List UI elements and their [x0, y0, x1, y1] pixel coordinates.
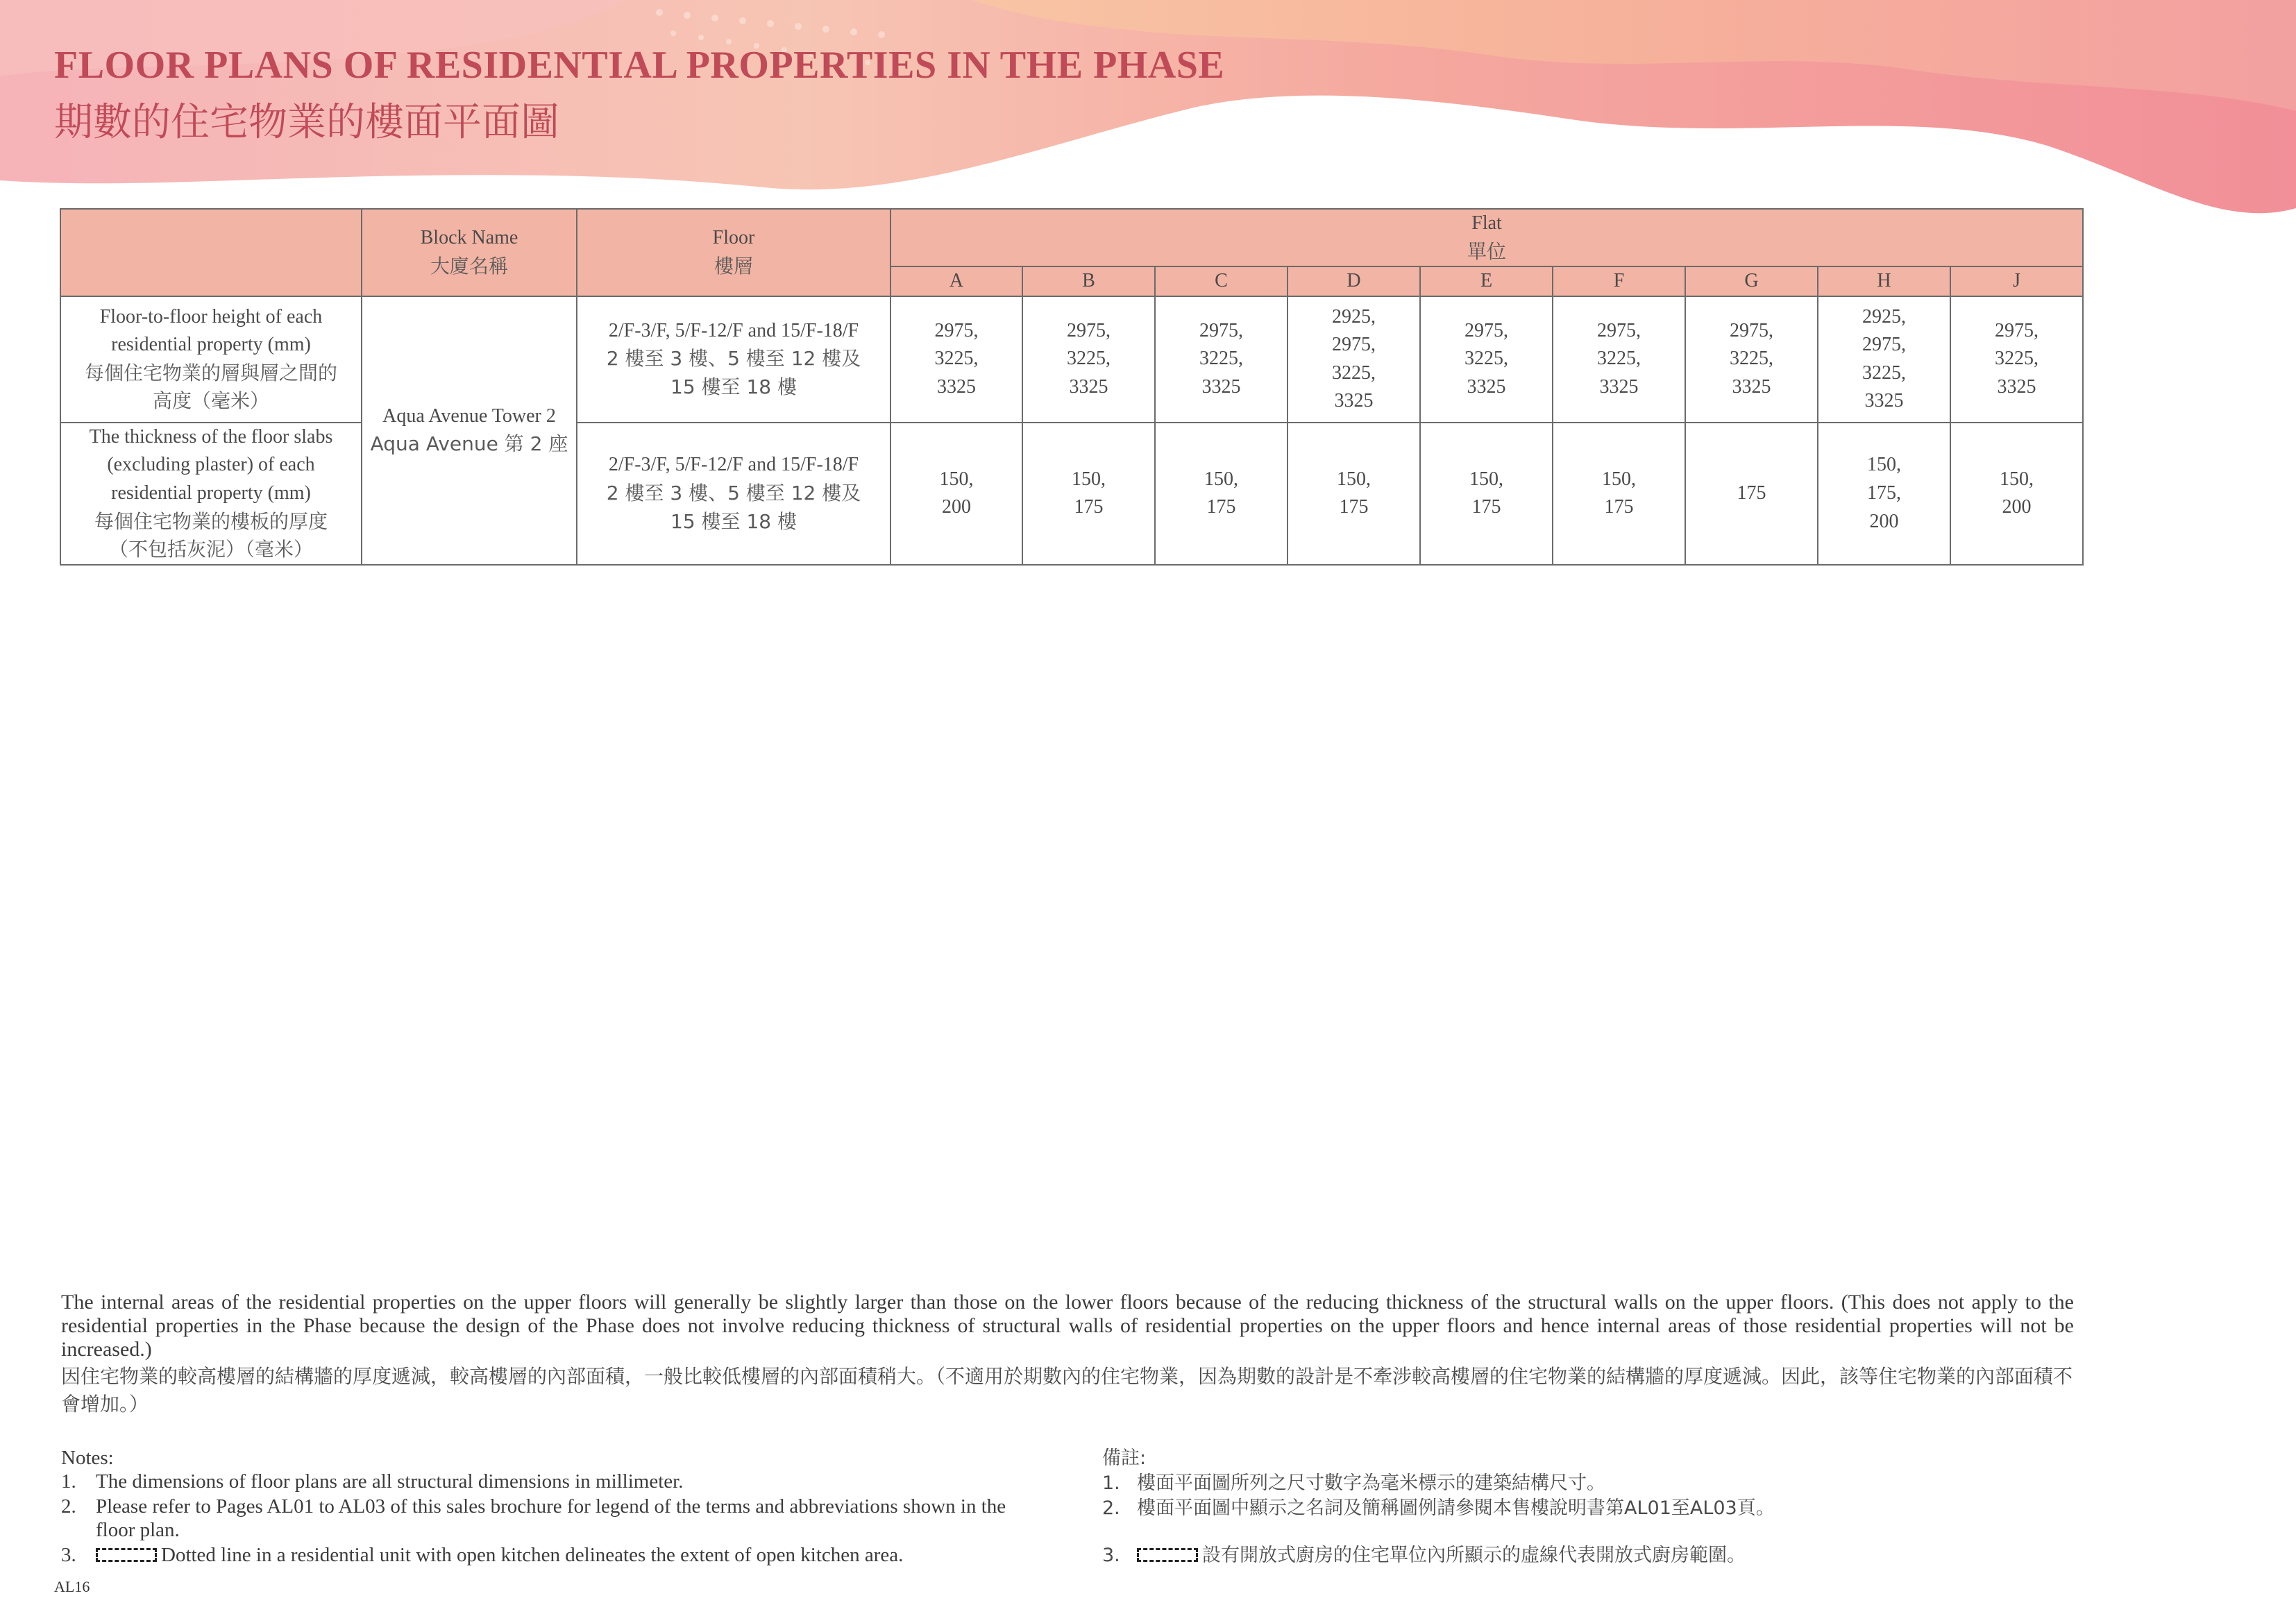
header-floor-zh: 樓層 [714, 254, 753, 278]
header-flat-zh: 單位 [1467, 239, 1507, 263]
row-label-en: Floor-to-floor height of each [99, 305, 323, 328]
value-line: 3325 [1201, 376, 1241, 398]
header-block-name-zh: 大廈名稱 [430, 254, 508, 278]
flat-col-g: G [1685, 266, 1818, 296]
value-line: 175 [1471, 496, 1501, 518]
header-empty-cell [60, 209, 362, 296]
page-title-zh: 期數的住宅物業的樓面平面圖 [54, 100, 559, 145]
value-line: 150, [1469, 468, 1503, 490]
value-line: 2975, [1199, 319, 1243, 341]
floor-range-cell [577, 296, 890, 423]
height-cell-h [1818, 296, 1950, 423]
floor-range-en: 2/F-3/F, 5/F-12/F and 15/F-18/F [608, 454, 859, 476]
note-item [61, 1495, 1047, 1542]
table-row-floor-height [60, 296, 2083, 423]
value-line: 2975, [1597, 319, 1641, 341]
row-label-zh: 每個住宅物業的層與層之間的 [84, 361, 337, 384]
floor-range-zh: 15 樓至 18 樓 [670, 375, 797, 399]
value-line: 3325 [1864, 390, 1904, 412]
note-text: 樓面平面圖所列之尺寸數字為毫米標示的建築結構尺寸。 [1137, 1472, 1605, 1494]
value-line: 3325 [1599, 376, 1639, 398]
height-cell-d [1288, 296, 1420, 423]
value-line: 200 [942, 496, 971, 518]
value-line: 150, [1867, 454, 1901, 476]
flat-col-e: E [1420, 266, 1553, 296]
block-name-zh: Aqua Avenue 第 2 座 [370, 432, 568, 456]
value-line: 3325 [1467, 376, 1506, 398]
header-block-name-en: Block Name [420, 227, 518, 249]
page-code: AL16 [54, 1578, 90, 1595]
row-label-zh: 每個住宅物業的樓板的厚度 [94, 509, 328, 533]
value-line: 150, [1337, 468, 1371, 490]
slab-cell-j [1950, 423, 2083, 565]
value-line: 175 [1074, 496, 1104, 518]
value-line: 3225, [1067, 348, 1111, 370]
row-label-slab-thickness [60, 423, 362, 565]
flat-col-f: F [1553, 266, 1685, 296]
value-line: 3325 [1997, 376, 2036, 398]
flat-col-h: H [1818, 266, 1950, 296]
note-item [1102, 1543, 2074, 1568]
block-name-cell [362, 296, 577, 565]
value-line: 3225, [1199, 348, 1243, 370]
height-cell-c [1155, 296, 1288, 423]
value-line: 2975, [1730, 319, 1773, 341]
slab-cell-g [1685, 423, 1818, 565]
value-line: 2925, [1862, 305, 1906, 328]
value-line: 3225, [1730, 348, 1773, 370]
height-cell-e [1420, 296, 1553, 423]
flat-col-b: B [1022, 266, 1155, 296]
value-line: 3325 [937, 376, 976, 398]
value-line: 3225, [1995, 348, 2039, 370]
notes-heading-en: Notes: [61, 1447, 114, 1469]
header-floor [577, 209, 890, 296]
row-label-en: The thickness of the floor slabs [89, 425, 333, 448]
note-item [61, 1543, 1047, 1567]
flat-col-a: A [890, 266, 1022, 296]
value-line: 3225, [1464, 348, 1508, 370]
note-text: Dotted line in a residential unit with open kitchen delineates the extent of open kitchen area. [161, 1544, 904, 1566]
height-cell-b [1022, 296, 1155, 423]
note-number: 2. [61, 1495, 76, 1518]
floor-range-zh: 2 樓至 3 樓、5 樓至 12 樓及 [606, 347, 861, 371]
value-line: 3225, [1862, 362, 1906, 384]
value-line: 150, [1072, 468, 1106, 490]
note-text: The dimensions of floor plans are all structural dimensions in millimeter. [96, 1470, 684, 1493]
row-label-en: residential property (mm) [111, 334, 311, 356]
value-line: 3225, [1597, 348, 1641, 370]
dotted-line-legend-icon [96, 1548, 157, 1562]
value-line: 200 [1869, 510, 1899, 532]
value-line: 150, [1602, 468, 1636, 490]
value-line: 175, [1867, 482, 1901, 504]
header-block-name [362, 209, 577, 296]
internal-area-paragraph-zh: 因住宅物業的較高樓層的結構牆的厚度遞減，較高樓層的內部面積，一般比較低樓層的內部面積稍大。（不適用於期數內的住宅物業，因為期數的設計是不牽涉較高樓層的住宅物業的結構牆的厚度遞減。因此，該等住宅物業的內部面積不會增加。） [61, 1365, 2073, 1416]
slab-cell-e [1420, 423, 1553, 565]
slab-cell-a [890, 423, 1022, 565]
row-label-zh: （不包括灰泥）（毫米） [108, 538, 313, 561]
row-label-floor-height [60, 296, 362, 423]
height-cell-g [1685, 296, 1818, 423]
note-number: 3. [1102, 1545, 1120, 1566]
value-line: 3225, [934, 348, 979, 370]
note-item [1102, 1471, 2074, 1496]
floor-spec-table [60, 208, 2084, 566]
value-line: 200 [2002, 496, 2032, 518]
floor-range-zh: 15 樓至 18 樓 [670, 509, 797, 533]
note-item [1102, 1496, 2074, 1521]
header-flat [890, 209, 2083, 266]
value-line: 150, [1204, 468, 1238, 490]
height-cell-a [890, 296, 1022, 423]
note-text: 樓面平面圖中顯示之名詞及簡稱圖例請參閱本售樓說明書第AL01至AL03頁。 [1137, 1497, 1775, 1519]
floor-range-en: 2/F-3/F, 5/F-12/F and 15/F-18/F [608, 319, 859, 341]
value-line: 2975, [1067, 319, 1111, 341]
note-number: 1. [1102, 1472, 1120, 1494]
value-line: 150, [939, 468, 974, 490]
note-item [61, 1470, 1047, 1493]
value-line: 2975, [1464, 319, 1508, 341]
notes-zh [1102, 1446, 2074, 1568]
value-line: 2975, [1862, 334, 1906, 356]
slab-cell-b [1022, 423, 1155, 565]
value-line: 2925, [1332, 305, 1376, 328]
note-text: 設有開放式廚房的住宅單位內所顯示的虛線代表開放式廚房範圍。 [1202, 1545, 1746, 1566]
slab-cell-f [1553, 423, 1685, 565]
slab-cell-h [1818, 423, 1950, 565]
value-line: 175 [1339, 496, 1369, 518]
height-cell-j [1950, 296, 2083, 423]
header-flat-en: Flat [1471, 212, 1502, 234]
value-line: 175 [1604, 496, 1634, 518]
slab-cell-d [1288, 423, 1420, 565]
floor-range-cell [577, 423, 890, 565]
note-text: Please refer to Pages AL01 to AL03 of this sales brochure for legend of the terms and abbreviations shown in the floor plan. [96, 1495, 1006, 1541]
header-floor-en: Floor [712, 227, 755, 249]
floor-range-zh: 2 樓至 3 樓、5 樓至 12 樓及 [606, 481, 861, 504]
row-label-en: (excluding plaster) of each [107, 454, 315, 476]
internal-area-paragraph-en: The internal areas of the residential properties on the upper floors will generally be slightly larger than those on the lower floors because of the reducing thickness of the structural walls on the upper floors. (This does not apply to the residential properties in the Phase because the design of the Phase does not involve reducing thickness of structural walls of residential properties on the upper floors and hence internal areas of those residential properties will not be increased.) [61, 1291, 2074, 1361]
value-line: 3225, [1332, 362, 1376, 384]
note-number: 3. [61, 1544, 76, 1566]
flat-col-d: D [1288, 266, 1420, 296]
flat-col-c: C [1155, 266, 1288, 296]
value-line: 3325 [1732, 376, 1771, 398]
value-line: 150, [2000, 468, 2034, 490]
note-number: 2. [1102, 1497, 1120, 1519]
row-label-en: residential property (mm) [111, 482, 311, 504]
height-cell-f [1553, 296, 1685, 423]
value-line: 2975, [934, 319, 979, 341]
value-line: 3325 [1334, 390, 1374, 412]
notes-en [61, 1446, 1047, 1567]
block-name-en: Aqua Avenue Tower 2 [382, 405, 556, 427]
row-label-zh: 高度（毫米） [152, 389, 269, 413]
value-line: 175 [1206, 496, 1236, 518]
dotted-line-legend-icon [1137, 1548, 1198, 1562]
notes-heading-zh: 備註: [1102, 1447, 1147, 1469]
value-line: 175 [1737, 482, 1766, 504]
value-line: 2975, [1332, 334, 1376, 356]
slab-cell-c [1155, 423, 1288, 565]
value-line: 2975, [1995, 319, 2039, 341]
flat-col-j: J [1950, 266, 2083, 296]
page-title-en: FLOOR PLANS OF RESIDENTIAL PROPERTIES IN THE PHASE [54, 44, 1225, 87]
value-line: 3325 [1069, 376, 1108, 398]
note-number: 1. [61, 1470, 76, 1493]
